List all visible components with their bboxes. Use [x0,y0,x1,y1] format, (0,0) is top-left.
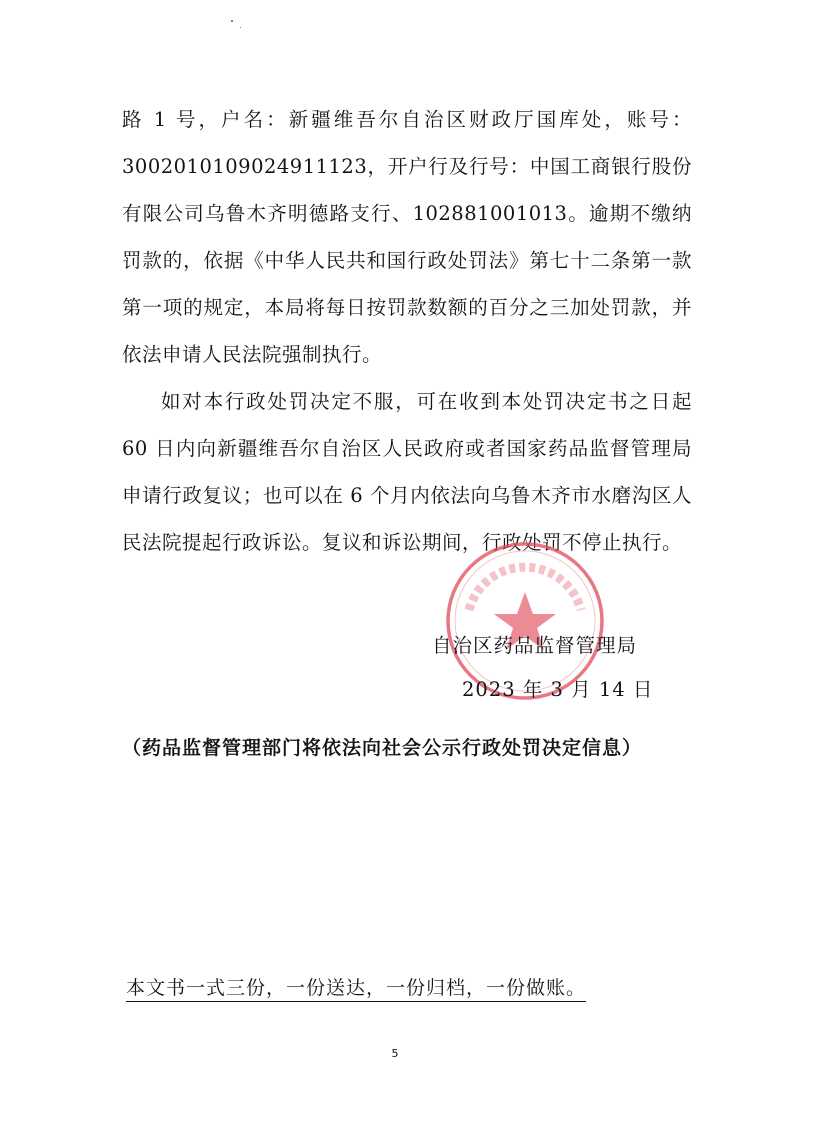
public-notice: （药品监督管理部门将依法向社会公示行政处罚决定信息） [122,737,643,759]
scan-speck [231,20,233,22]
signature-organization: 自治区药品监督管理局 [432,634,638,657]
copies-note [126,973,626,1000]
page-number: 5 [391,1047,399,1060]
signature-date: 2023 年 3 月 14 日 [462,678,654,701]
scan-speck [240,27,241,28]
paragraph-payment: 路 1 号，户名：新疆维吾尔自治区财政厅国库处，账号：3002010109024911123，开户行及行号：中国工商银行股份有限公司乌鲁木齐明德路支行、102881001013。逾期不缴纳罚款的，依据《中华人民共和国行政处罚法》第七十二条第一款第一项的规定，本局将每日按罚款数额的百分之三加处罚款，并依法申请人民法院强制执行。 [122,108,692,366]
copies-note-text: 本文书一式三份，一份送达，一份归档，一份做账。 [126,977,586,1002]
paragraph-appeal: 如对本行政处罚决定不服，可在收到本处罚决定书之日起 60 日内向新疆维吾尔自治区人民政府或者国家药品监督管理局申请行政复议；也可以在 6 个月内依法向乌鲁木齐市水磨沟区人民法院提起行政诉讼。复议和诉讼期间，行政处罚不停止执行。 [122,390,692,554]
body-text [122,96,692,566]
